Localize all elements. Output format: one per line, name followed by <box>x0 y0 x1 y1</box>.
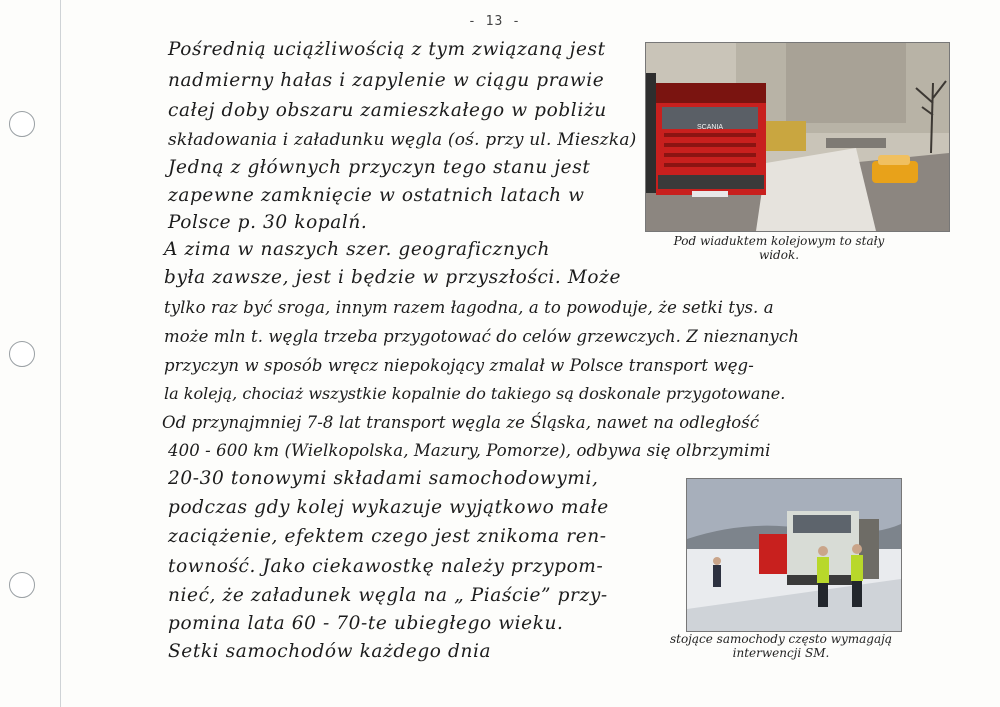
page-number: - 13 - <box>468 14 521 29</box>
caption-line: stojące samochody często wymagają <box>669 632 893 646</box>
photo-caption <box>620 234 938 262</box>
text-line: całej doby obszaru zamieszkałego w pobliżu <box>168 100 607 121</box>
photo-truck-under-viaduct-image <box>646 43 949 231</box>
margin-line <box>60 0 61 707</box>
text-line: składowania i załadunku węgla (oś. przy ul. Mieszka) <box>168 130 637 150</box>
caption-line: Pod wiaduktem kolejowym to stały <box>673 234 885 248</box>
text-line: tylko raz być sroga, innym razem łagodna, a to powoduje, że setki tys. a <box>164 298 774 317</box>
text-line: Setki samochodów każdego dnia <box>168 641 492 662</box>
text-line: zapewne zamknięcie w ostatnich latach w <box>168 185 585 206</box>
text-line: la koleją, chociaż wszystkie kopalnie do takiego są doskonale przygotowane. <box>164 384 786 403</box>
text-line: Jedną z głównych przyczyn tego stanu jest <box>168 157 591 178</box>
caption-line: interwencji SM. <box>732 646 830 660</box>
truck-brand-label: SCANIA <box>696 124 724 131</box>
text-line: nieć, że załadunek węgla na „ Piaście” przy- <box>168 585 608 606</box>
text-line: może mln t. węgla trzeba przygotować do celów grzewczych. Z nieznanych <box>164 327 799 346</box>
text-line: towność. Jako ciekawostkę należy przypom- <box>168 556 604 577</box>
text-line: 400 - 600 km (Wielkopolska, Mazury, Pomorze), odbywa się olbrzymimi <box>168 441 771 460</box>
photo-caption <box>640 632 922 660</box>
binder-hole-middle <box>9 341 35 367</box>
text-line: Od przynajmniej 7-8 lat transport węgla ze Śląska, nawet na odległość <box>162 413 760 432</box>
text-line: A zima w naszych szer. geograficznych <box>164 239 550 260</box>
caption-line: widok. <box>758 248 800 262</box>
text-line: zaciążenie, efektem czego jest znikoma ren- <box>168 526 607 547</box>
photo-stranded-trucks-image <box>687 479 901 631</box>
text-line: była zawsze, jest i będzie w przyszłości. Może <box>164 267 622 288</box>
photo-truck-under-viaduct <box>645 42 950 232</box>
text-line: pomina lata 60 - 70-te ubiegłego wieku. <box>168 613 564 634</box>
text-line: nadmierny hałas i zapylenie w ciągu prawie <box>168 70 605 91</box>
text-line: Pośrednią uciążliwością z tym związaną jest <box>168 39 606 60</box>
binder-hole-top <box>9 111 35 137</box>
text-line: 20-30 tonowymi składami samochodowymi, <box>168 468 599 489</box>
text-line: podczas gdy kolej wykazuje wyjątkowo małe <box>168 497 609 518</box>
text-line: Polsce p. 30 kopalń. <box>168 212 368 233</box>
binder-hole-bottom <box>9 572 35 598</box>
photo-stranded-trucks <box>686 478 902 632</box>
text-line: przyczyn w sposób wręcz niepokojący zmalał w Polsce transport węg- <box>164 356 754 375</box>
